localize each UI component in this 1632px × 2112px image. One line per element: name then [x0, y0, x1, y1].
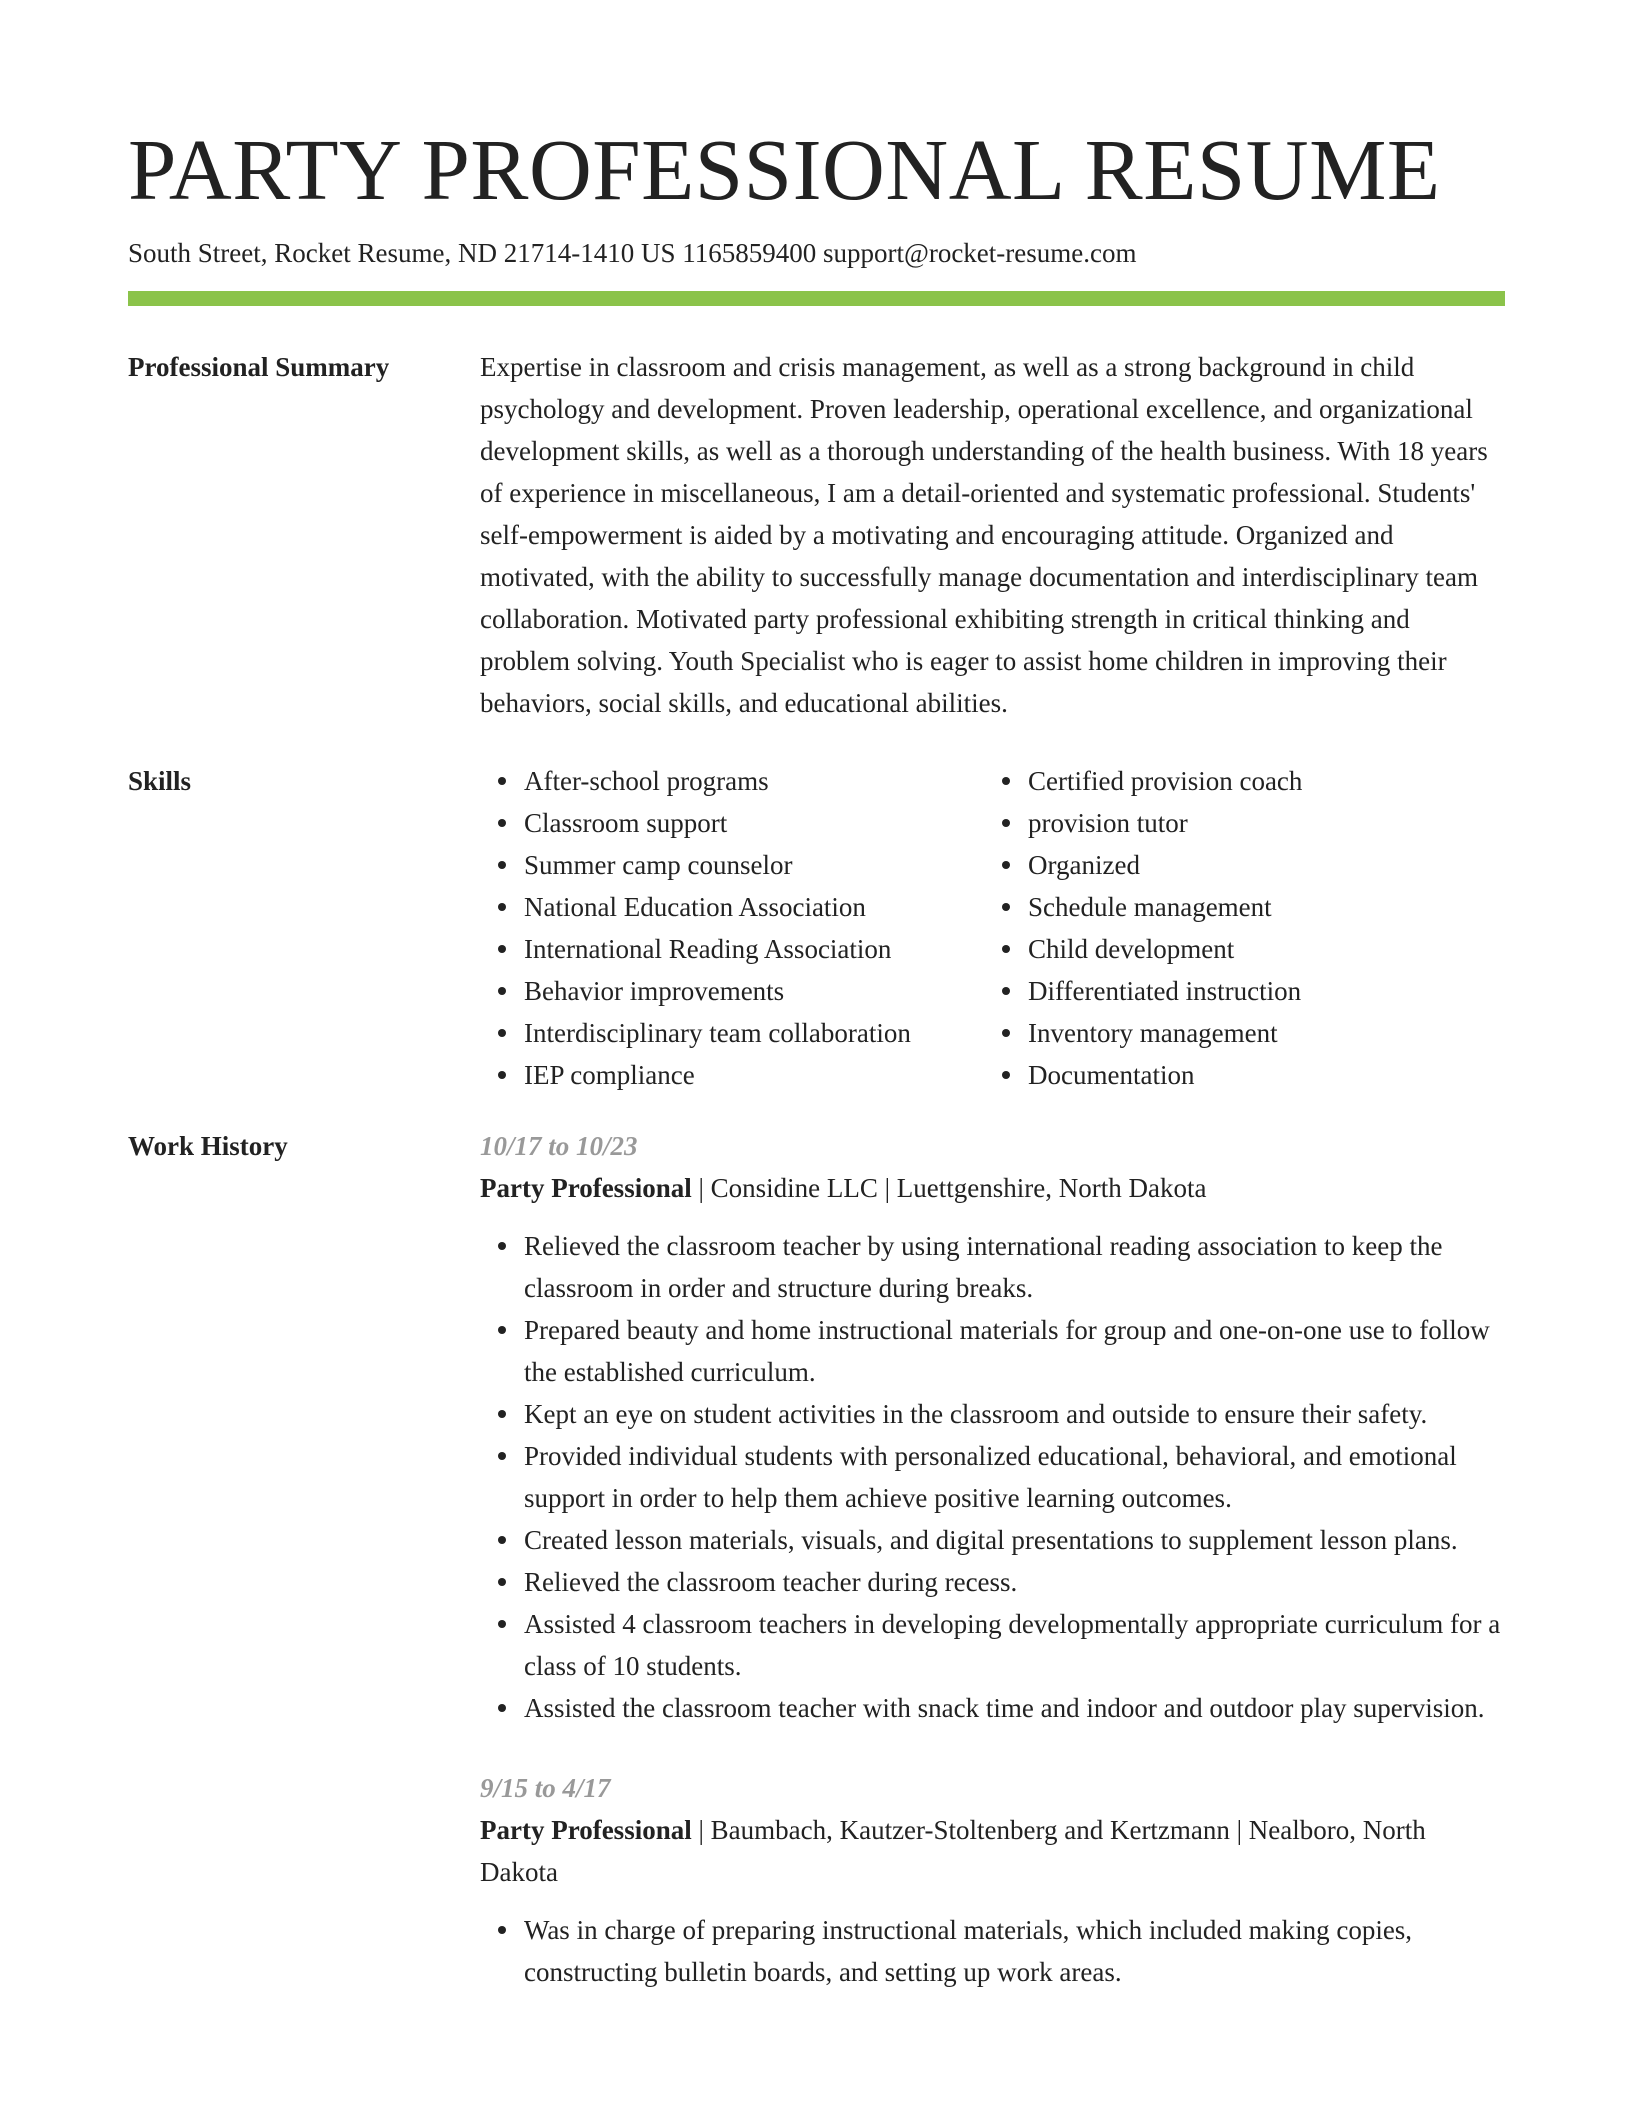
job-duty: Assisted the classroom teacher with snack time and indoor and outdoor play supervision. — [524, 1687, 1505, 1729]
skill-item: Organized — [1028, 844, 1505, 886]
job-duty: Relieved the classroom teacher by using international reading association to keep the classroom in order and structure during breaks. — [524, 1225, 1505, 1309]
job-heading — [480, 1167, 1505, 1209]
skill-item: After-school programs — [524, 760, 984, 802]
skills-list-right — [984, 760, 1505, 1096]
job-entry — [480, 1125, 1505, 1729]
job-title: Party Professional — [480, 1173, 692, 1203]
job-duty: Prepared beauty and home instructional materials for group and one-on-one use to follow the established curriculum. — [524, 1309, 1505, 1393]
summary-section — [128, 346, 1505, 724]
summary-heading: Professional Summary — [128, 352, 390, 382]
skill-item: Interdisciplinary team collaboration — [524, 1012, 984, 1054]
job-dates: 10/17 to 10/23 — [480, 1131, 638, 1161]
skill-item: Inventory management — [1028, 1012, 1505, 1054]
skill-item: Summer camp counselor — [524, 844, 984, 886]
skill-item: National Education Association — [524, 886, 984, 928]
job-duties — [480, 1909, 1505, 1993]
skills-grid — [480, 760, 1505, 1096]
skill-item: Certified provision coach — [1028, 760, 1505, 802]
skill-item: Behavior improvements — [524, 970, 984, 1012]
skill-item: IEP compliance — [524, 1054, 984, 1096]
work-history-section — [128, 1125, 1505, 2031]
skill-item: Differentiated instruction — [1028, 970, 1505, 1012]
skill-item: Documentation — [1028, 1054, 1505, 1096]
contact-line: South Street, Rocket Resume, ND 21714-1410 US 1165859400 support@rocket-resume.com — [128, 238, 1137, 268]
skill-item: Schedule management — [1028, 886, 1505, 928]
summary-text: Expertise in classroom and crisis management, as well as a strong background in child psychology and development. Proven leadership, operational excellence, and organizational development skills, as well as a thorough understanding of the health business. With 18 years of experience in miscellaneous, I am a detail-oriented and systematic professional. Students' self-empowerment is aided by a motivating and encouraging attitude. Organized and motivated, with the ability to successfully manage documentation and interdisciplinary team collaboration. Motivated party professional exhibiting strength in critical thinking and problem solving. Youth Specialist who is eager to assist home children in improving their behaviors, social skills, and educational abilities. — [480, 352, 1488, 718]
job-duty: Provided individual students with personalized educational, behavioral, and emotional support in order to help them achieve positive learning outcomes. — [524, 1435, 1505, 1519]
job-entry — [480, 1767, 1505, 1993]
job-company-location: | Baumbach, Kautzer-Stoltenberg and Kertzmann | Nealboro, North Dakota — [480, 1815, 1426, 1887]
skill-item: Classroom support — [524, 802, 984, 844]
job-heading — [480, 1809, 1505, 1893]
skill-item: provision tutor — [1028, 802, 1505, 844]
resume-title: PARTY PROFESSIONAL RESUME — [128, 121, 1441, 218]
work-history-heading: Work History — [128, 1131, 288, 1161]
job-title: Party Professional — [480, 1815, 692, 1845]
job-duty: Assisted 4 classroom teachers in developing developmentally appropriate curriculum for a class of 10 students. — [524, 1603, 1505, 1687]
skill-item: Child development — [1028, 928, 1505, 970]
skills-list-left — [480, 760, 984, 1096]
skills-heading: Skills — [128, 766, 192, 796]
job-duties — [480, 1225, 1505, 1729]
skill-item: International Reading Association — [524, 928, 984, 970]
job-duty: Was in charge of preparing instructional materials, which included making copies, constructing bulletin boards, and setting up work areas. — [524, 1909, 1505, 1993]
job-duty: Kept an eye on student activities in the classroom and outside to ensure their safety. — [524, 1393, 1505, 1435]
resume-page — [128, 0, 1505, 2031]
skills-section — [128, 760, 1505, 1096]
job-duty: Relieved the classroom teacher during recess. — [524, 1561, 1505, 1603]
job-dates: 9/15 to 4/17 — [480, 1773, 611, 1803]
accent-divider — [128, 291, 1505, 306]
job-company-location: | Considine LLC | Luettgenshire, North Dakota — [691, 1173, 1207, 1203]
job-duty: Created lesson materials, visuals, and digital presentations to supplement lesson plans. — [524, 1519, 1505, 1561]
